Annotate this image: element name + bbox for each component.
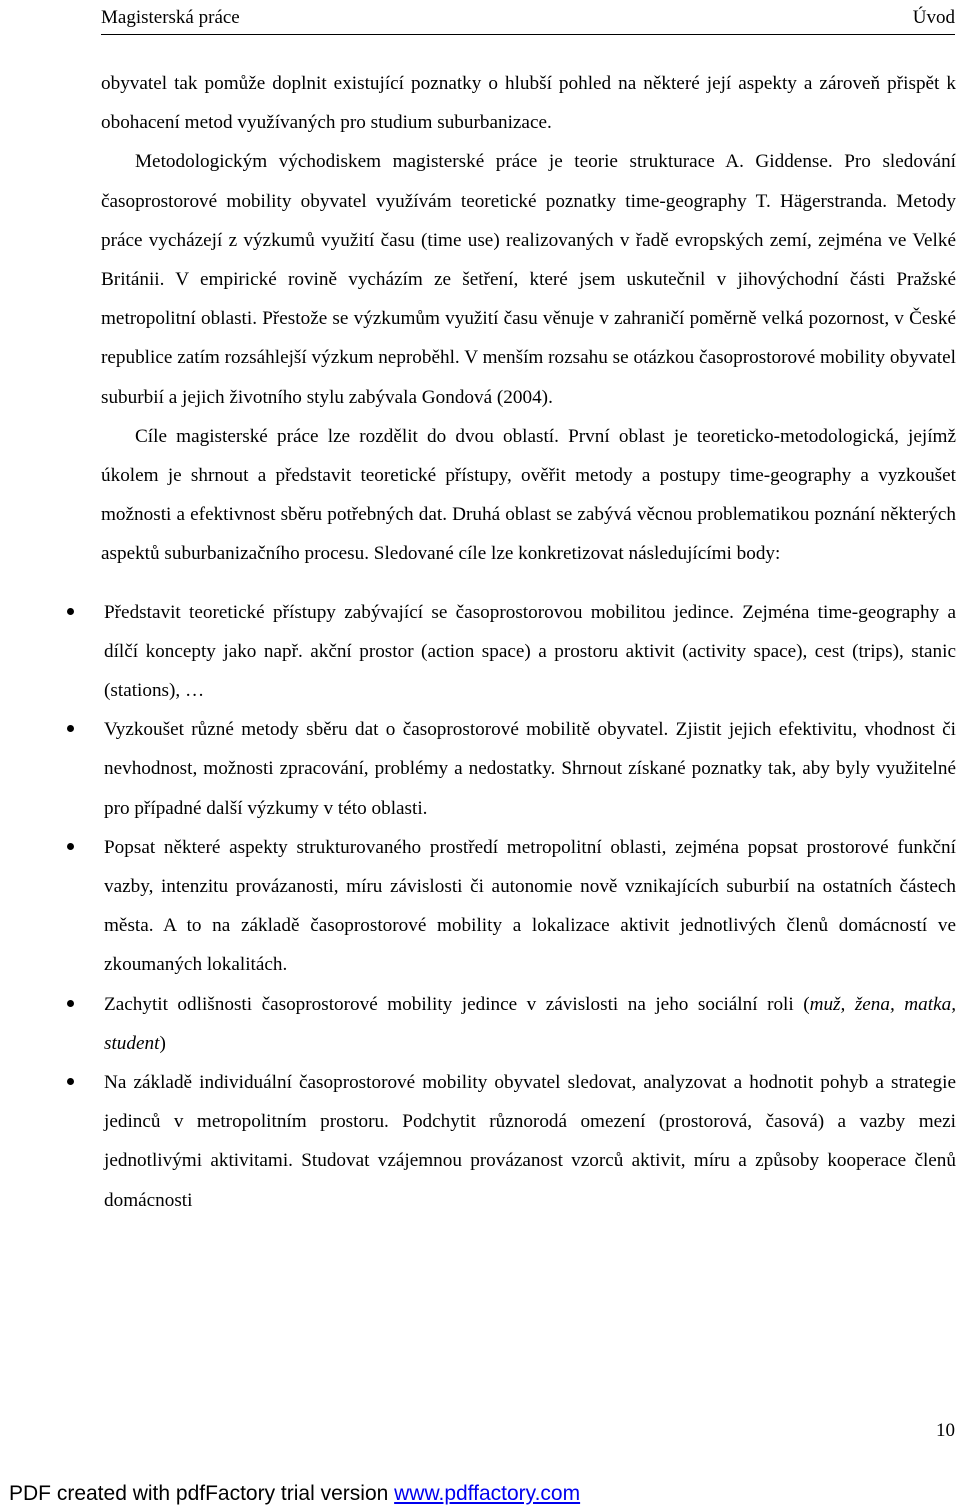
page-number: 10 <box>936 1420 955 1441</box>
list-item-text: Představit teoretické přístupy zabývající se časoprostorovou mobilitou jedince. Zejména time-geography a dílčí koncepty jako např. akční prostor (action space) a prostoru aktivit (activity space), cest (trips), stanic (stations), … <box>104 601 956 702</box>
bullet-icon <box>67 1000 74 1007</box>
list-item <box>0 593 956 711</box>
header-chapter-title: Úvod <box>912 7 955 28</box>
list-item-text: Vyzkoušet různé metody sběru dat o časoprostorové mobilitě obyvatel. Zjistit jejich efektivitu, vhodnost či nevhodnost, možnosti zpracování, problémy a nedostatky. Shrnout získané poznatky tak, aby byly využitelné pro případné další výzkumy v této oblasti. <box>104 719 956 819</box>
list-item-text <box>97 985 956 1063</box>
bullet-icon <box>67 843 74 850</box>
bullet-icon <box>67 725 74 732</box>
list-item-italic-roles: muž, žena, matka, student <box>104 993 956 1054</box>
bullet-icon <box>67 1078 74 1085</box>
list-item-text: Na základě individuální časoprostorové mobility obyvatel sledovat, analyzovat a hodnotit pohyb a strategie jedinců v metropolitním prostoru. Podchytit různorodá omezení (prostorová, časová) a vazby mezi jednotlivými aktivitami. Studovat vzájemnou provázanost vzorců aktivit, míru a způsoby kooperace členů domácnosti <box>104 1072 956 1211</box>
paragraph-methodology: Metodologickým východiskem magisterské práce je teorie strukturace A. Giddense. Pro sledování časoprostorové mobility obyvatel využívám teoretické poznatky time-geography T. Hägerstranda. Metody práce vycházejí z výzkumů využití času (time use) realizovaných v řadě evropských zemí, zejména ve Velké Británii. V empirické rovině vycházím ze šetření, které jsem uskutečnil v jihovýchodní části Pražské metropolitní oblasti. Přestože se výzkumům využití času věnuje v zahraničí poměrně velká pozornost, v České republice zatím rozsáhlejší výzkum neproběhl. V menším rozsahu se otázkou časoprostorové mobility obyvatel suburbií a jejich životního stylu zabývala Gondová (2004). <box>101 151 956 408</box>
bullet-icon <box>67 608 74 615</box>
paragraph-continuation: obyvatel tak pomůže doplnit existující poznatky o hlubší pohled na některé její aspekty a zároveň přispět k obohacení metod využívaných pro studium suburbanizace. <box>101 73 956 134</box>
list-item <box>0 985 956 1063</box>
page-header <box>101 6 955 35</box>
footer-link[interactable]: www.pdffactory.com <box>394 1482 581 1505</box>
list-item-text-end: ) <box>159 1032 166 1054</box>
goals-list <box>101 593 956 1220</box>
list-item <box>0 1063 956 1220</box>
pdf-footer <box>9 1482 580 1506</box>
page-body <box>101 64 956 1220</box>
list-item <box>0 710 956 828</box>
list-item-text-start: Zachytit odlišnosti časoprostorové mobility jedince v závislosti na jeho sociální roli ( <box>104 993 810 1015</box>
list-item-text: Popsat některé aspekty strukturovaného prostředí metropolitní oblasti, zejména popsat prostorové funkční vazby, intenzitu provázanosti, míru závislosti či autonomie nově vznikajících suburbií na ostatních částech města. A to na základě časoprostorové mobility a lokalizace aktivit jednotlivých členů domácností ve zkoumaných lokalitách. <box>104 836 956 976</box>
list-item <box>0 828 956 985</box>
footer-text: PDF created with pdfFactory trial version <box>9 1482 395 1505</box>
header-document-title: Magisterská práce <box>101 7 240 28</box>
paragraph-goals-intro: Cíle magisterské práce lze rozdělit do dvou oblastí. První oblast je teoreticko-metodologická, jejímž úkolem je shrnout a představit teoretické přístupy, ověřit metody a postupy time-geography a vyzkoušet možnosti a efektivnost sběru potřebných dat. Druhá oblast se zabývá věcnou problematikou poznání některých aspektů suburbanizačního procesu. Sledované cíle lze konkretizovat následujícími body: <box>101 425 956 565</box>
